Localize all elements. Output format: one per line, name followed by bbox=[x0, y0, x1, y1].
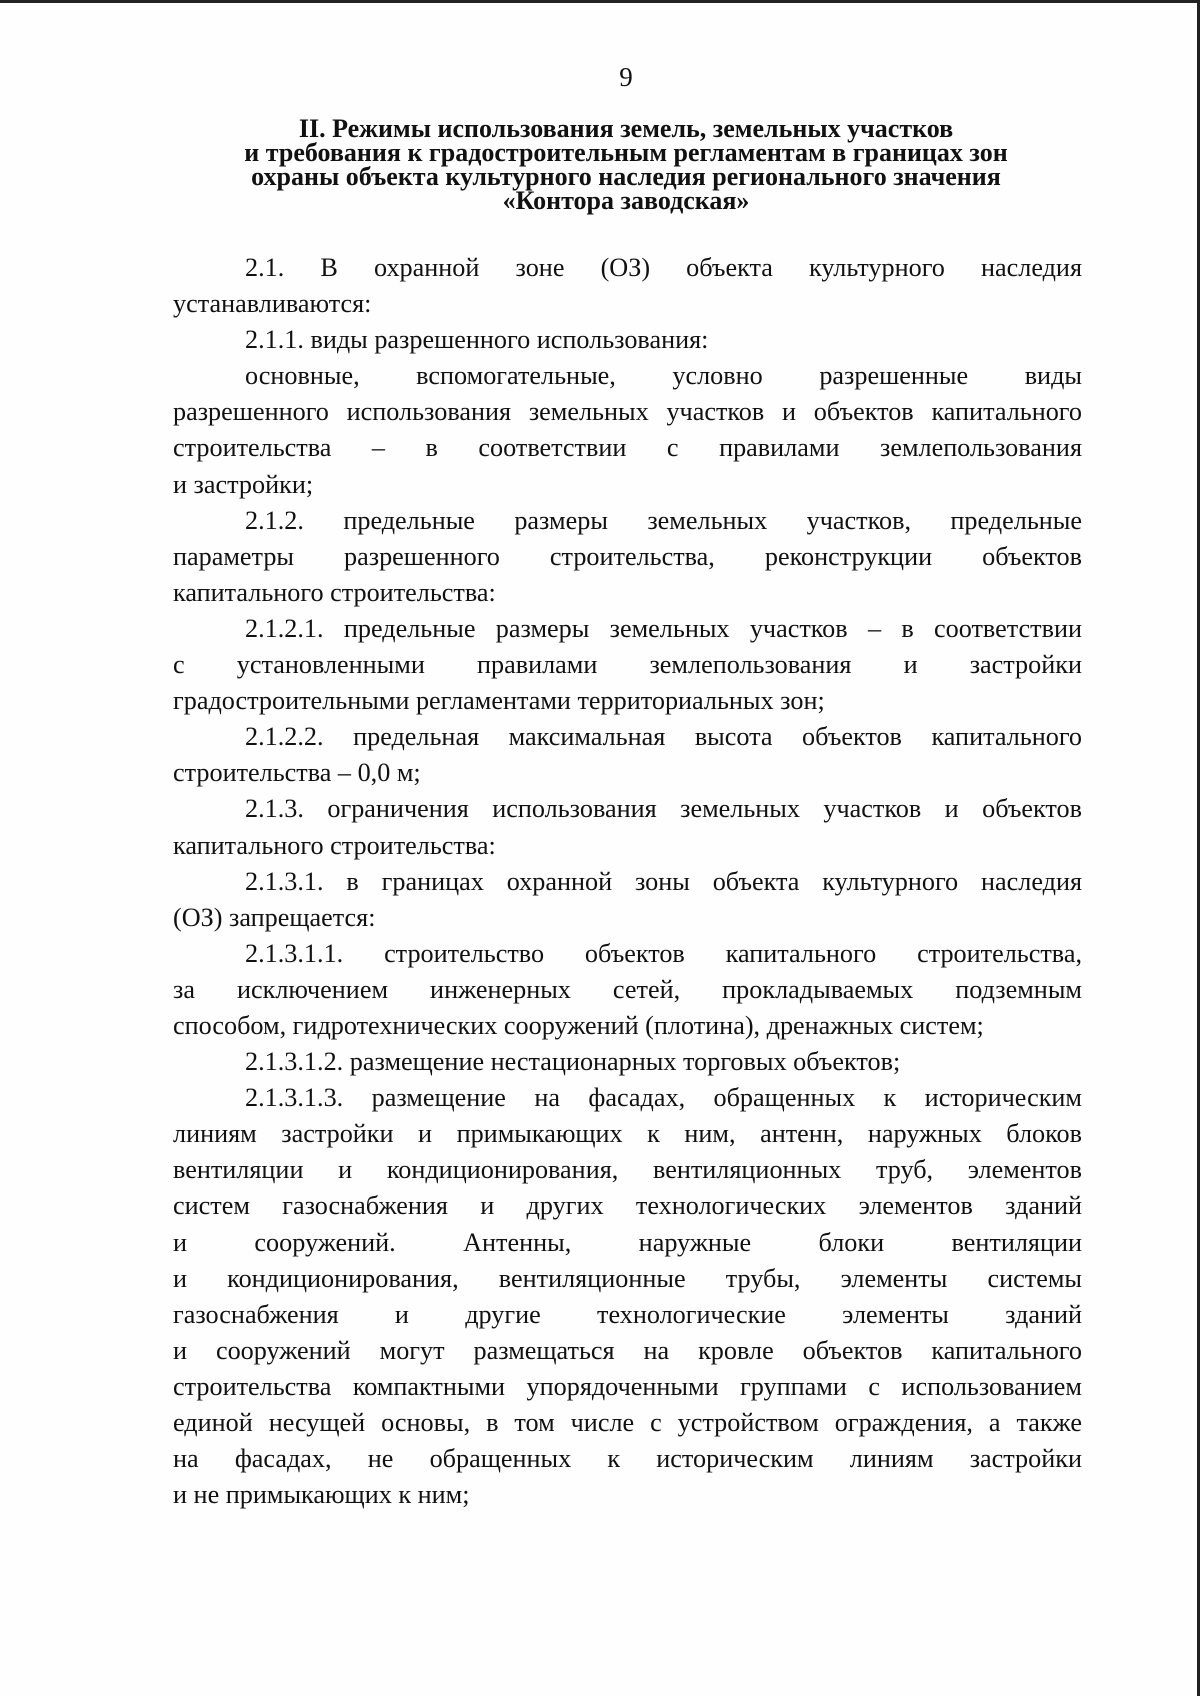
heading-line: охраны объекта культурного наследия регионального значения bbox=[251, 162, 1001, 191]
text-line: 2.1.1. виды разрешенного использования: bbox=[245, 325, 709, 355]
section-heading bbox=[170, 114, 1082, 215]
paragraph bbox=[173, 250, 1082, 322]
text-line: устанавливаются: bbox=[173, 289, 372, 319]
text-line: строительства – 0,0 м; bbox=[173, 758, 421, 788]
text-line: 2.1.3.1.1. строительство объектов капитального строительства, bbox=[245, 938, 1082, 968]
paragraph bbox=[173, 791, 1082, 863]
paragraph bbox=[173, 503, 1082, 611]
text-line: и сооружений могут размещаться на кровле объектов капитального bbox=[173, 1335, 1082, 1365]
text-line: параметры разрешенного строительства, реконструкции объектов bbox=[173, 541, 1082, 571]
text-line: линиям застройки и примыкающих к ним, антенн, наружных блоков bbox=[173, 1119, 1082, 1149]
paragraph bbox=[173, 322, 1082, 358]
text-line: за исключением инженерных сетей, прокладываемых подземным bbox=[173, 974, 1082, 1004]
text-line: строительства компактными упорядоченными группами с использованием bbox=[173, 1371, 1082, 1401]
paragraph bbox=[173, 864, 1082, 936]
text-line: градостроительными регламентами территориальных зон; bbox=[173, 686, 825, 716]
text-line: строительства – в соответствии с правилами землепользования bbox=[173, 433, 1082, 463]
text-line: и кондиционирования, вентиляционные трубы, элементы системы bbox=[173, 1263, 1082, 1293]
text-line: 2.1.3. ограничения использования земельных участков и объектов bbox=[245, 794, 1082, 824]
text-line: и сооружений. Антенны, наружные блоки вентиляции bbox=[173, 1227, 1082, 1257]
scan-edge-top bbox=[0, 0, 1200, 3]
text-line: 2.1.3.1.3. размещение на фасадах, обращенных к историческим bbox=[245, 1083, 1082, 1113]
text-line: единой несущей основы, в том числе с устройством ограждения, а также bbox=[173, 1408, 1082, 1437]
text-line: 2.1.2.1. предельные размеры земельных участков – в соответствии bbox=[245, 613, 1082, 643]
text-line: газоснабжения и другие технологические элементы зданий bbox=[173, 1299, 1082, 1329]
text-line: 2.1.3.1. в границах охранной зоны объекта культурного наследия bbox=[245, 866, 1082, 896]
paragraph bbox=[173, 1080, 1082, 1513]
text-line: 2.1. В охранной зоне (ОЗ) объекта культурного наследия bbox=[245, 253, 1082, 282]
text-line: (ОЗ) запрещается: bbox=[173, 902, 376, 932]
text-line: вентиляции и кондиционирования, вентиляционных труб, элементов bbox=[173, 1155, 1082, 1185]
text-line: капитального строительства: bbox=[173, 577, 496, 607]
page-number: 9 bbox=[619, 62, 633, 92]
text-line: основные, вспомогательные, условно разрешенные виды bbox=[245, 361, 1082, 391]
paragraph bbox=[173, 1044, 1082, 1080]
text-line: 2.1.2.2. предельная максимальная высота объектов капитального bbox=[245, 722, 1082, 752]
paragraph bbox=[173, 936, 1082, 1044]
text-line: 2.1.2. предельные размеры земельных участков, предельные bbox=[245, 505, 1082, 535]
text-line: разрешенного использования земельных участков и объектов капитального bbox=[173, 397, 1082, 427]
text-line: на фасадах, не обращенных к историческим линиям застройки bbox=[173, 1444, 1082, 1474]
heading-line: и требования к градостроительным регламентам в границах зон bbox=[244, 138, 1008, 167]
paragraph bbox=[173, 358, 1082, 502]
text-line: и не примыкающих к ним; bbox=[173, 1480, 470, 1510]
paragraph bbox=[173, 611, 1082, 719]
text-line: способом, гидротехнических сооружений (плотина), дренажных систем; bbox=[173, 1010, 984, 1040]
text-line: систем газоснабжения и других технологических элементов зданий bbox=[173, 1191, 1082, 1221]
text-line: капитального строительства: bbox=[173, 830, 496, 860]
heading-line: «Контора заводская» bbox=[502, 186, 750, 215]
text-line: с установленными правилами землепользования и застройки bbox=[173, 650, 1082, 680]
text-line: и застройки; bbox=[173, 469, 314, 499]
body-text bbox=[173, 250, 1082, 1513]
heading-line: II. Режимы использования земель, земельных участков bbox=[298, 114, 954, 143]
text-line: 2.1.3.1.2. размещение нестационарных торговых объектов; bbox=[245, 1047, 901, 1077]
paragraph bbox=[173, 719, 1082, 791]
